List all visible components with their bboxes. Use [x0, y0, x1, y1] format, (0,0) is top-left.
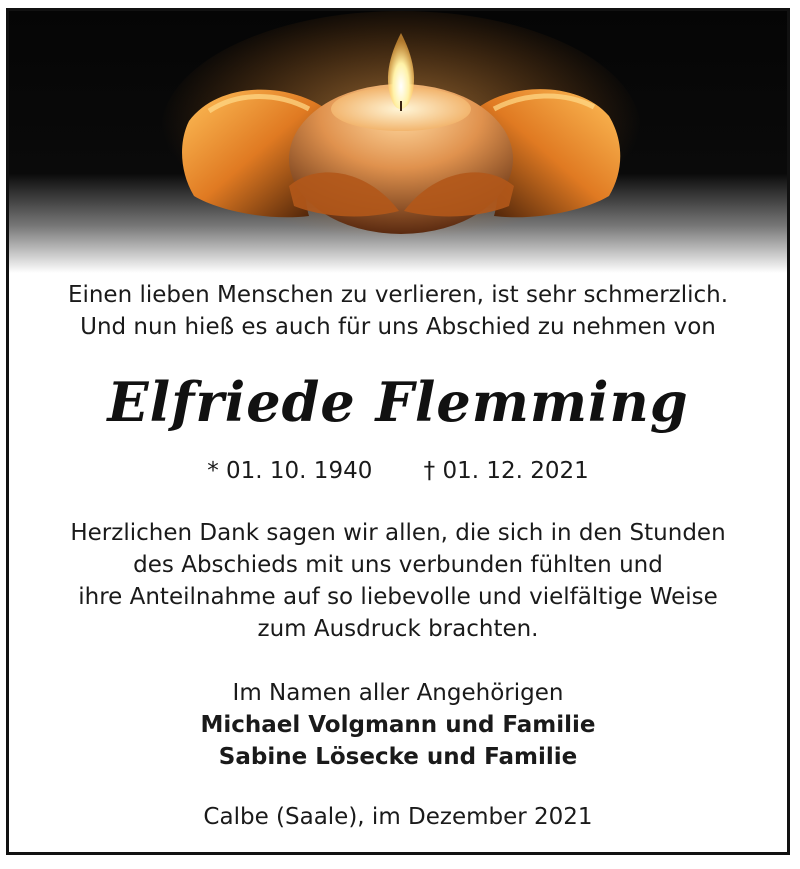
obituary-frame [6, 8, 790, 855]
intro-line-2: Und nun hieß es auch für uns Abschied zu nehmen von [80, 314, 716, 340]
signature-intro: Im Namen aller Angehörigen [232, 680, 564, 706]
place-date: Calbe (Saale), im Dezember 2021 [203, 804, 593, 830]
thanks-text [9, 517, 787, 645]
intro-text [9, 279, 787, 343]
deceased-name: Elfriede Flemming [107, 370, 689, 434]
family-2: Sabine Lösecke und Familie [218, 744, 578, 770]
signature-block [9, 677, 787, 773]
death-date: † 01. 12. 2021 [423, 458, 589, 484]
thanks-line-2: des Abschieds mit uns verbunden fühlten und [133, 552, 663, 578]
family-1: Michael Volgmann und Familie [200, 712, 596, 738]
intro-line-1: Einen lieben Menschen zu verlieren, ist sehr schmerzlich. [67, 282, 729, 308]
life-dates [9, 455, 787, 487]
candle-in-hands-image [9, 11, 787, 273]
thanks-line-1: Herzlichen Dank sagen wir allen, die sich in den Stunden [70, 520, 726, 546]
thanks-line-4: zum Ausdruck brachten. [257, 616, 539, 642]
thanks-line-3: ihre Anteilnahme auf so liebevolle und vielfältige Weise [78, 584, 718, 610]
birth-date: * 01. 10. 1940 [207, 458, 373, 484]
